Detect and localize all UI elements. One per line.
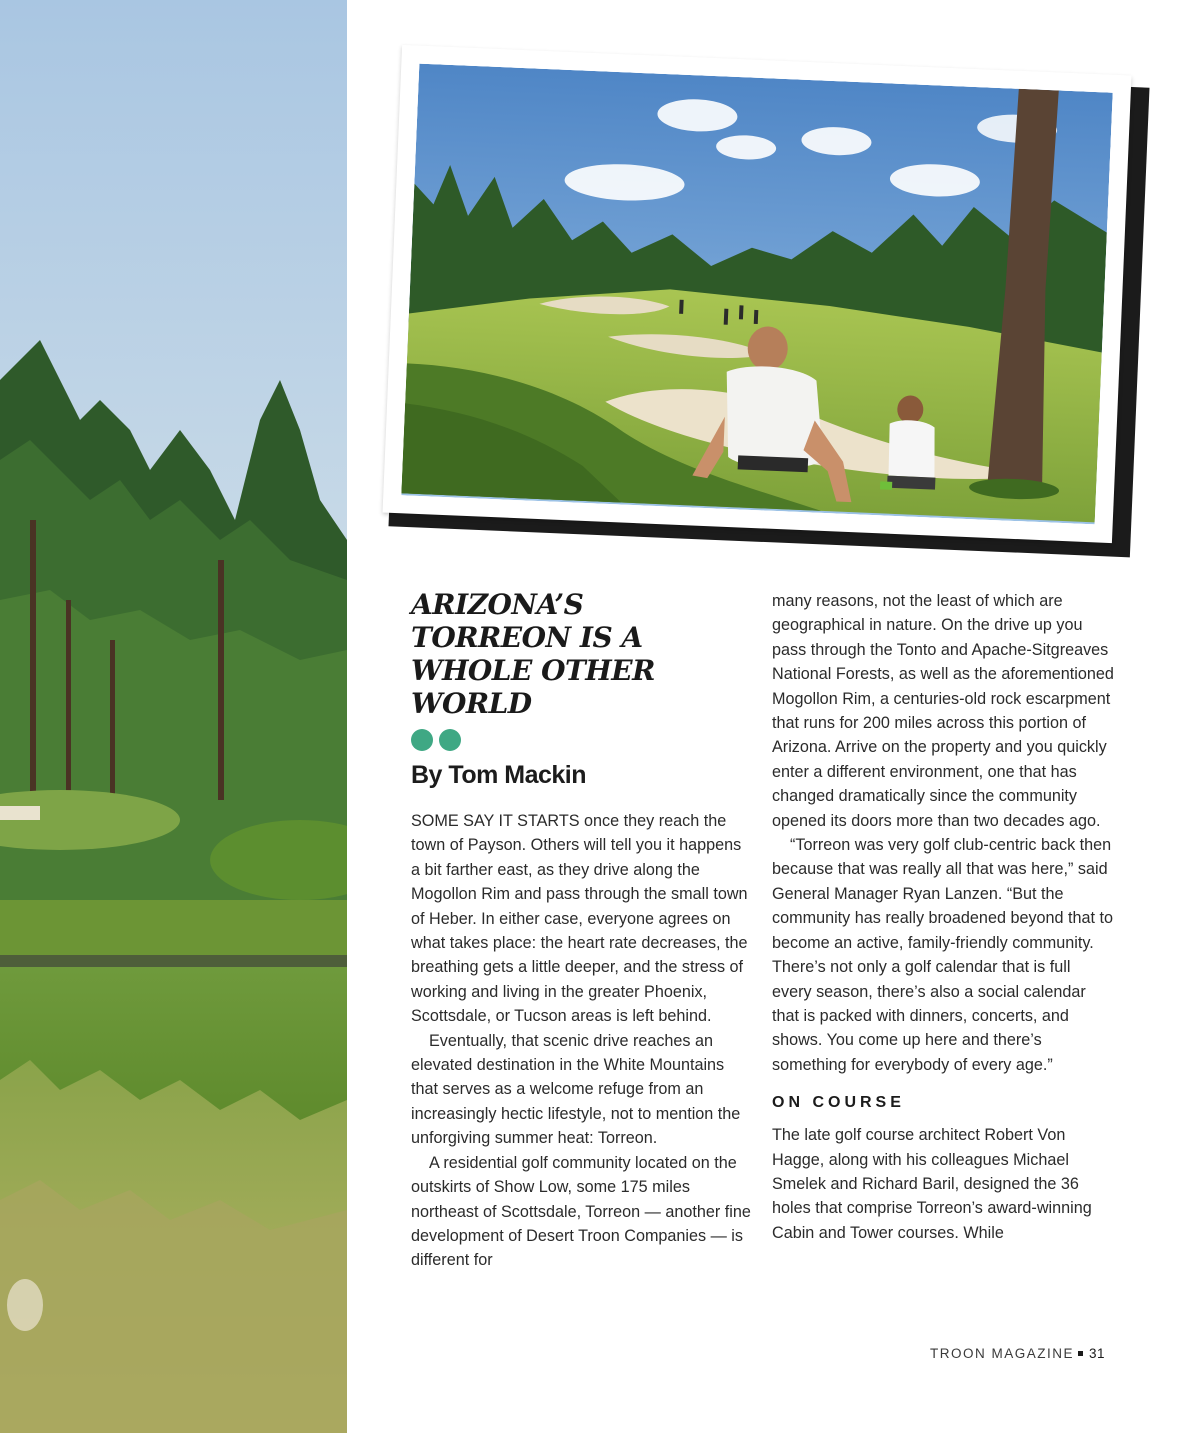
paragraph-1 <box>411 809 753 1029</box>
page-number: 31 <box>1088 1346 1105 1361</box>
magazine-name: TROON MAGAZINE <box>929 1346 1074 1361</box>
photo-frame <box>383 45 1132 543</box>
golf-course-photo <box>401 64 1112 525</box>
accent-dot-icon <box>411 729 433 751</box>
paragraph-2: Eventually, that scenic drive reaches an elevated destination in the White Mountains that serves as a welcome refuge from an increasingly hectic lifestyle, not to mention the unforgiving summer heat: Torreon. <box>411 1031 741 1148</box>
side-photo-forest-fairway <box>0 0 347 1433</box>
golf-scene-illustration <box>401 64 1112 525</box>
section-subhead: ON COURSE <box>772 1094 905 1112</box>
forest-fairway-illustration <box>0 0 347 1433</box>
bullet-separator-icon <box>1078 1351 1083 1356</box>
paragraph-1-body: once they reach the town of Payson. Others will tell you it happens a bit farther east, as they drive along the Mogollon Rim and pass through the small town of Heber. In either case, everyone agrees on what takes place: the heart rate decreases, the breathing gets a little deeper, and the stress of working and living in the greater Phoenix, Scottsdale, or Tucson areas is left behind. <box>411 812 748 1026</box>
paragraph-5: “Torreon was very golf club-centric back then because that was really all that was here,” said General Manager Ryan Lanzen. “But the community has really broadened beyond that to become an active, family-friendly community. There’s not only a golf calendar that is full every season, there’s also a social calendar that is packed with dinners, concerts, and shows. You come up here and there’s something for everybody of every age.” <box>772 836 1114 1074</box>
article-column-2 <box>772 589 1114 1245</box>
paragraph-4: many reasons, not the least of which are geographical in nature. On the drive up you pass through the Tonto and Apache-Sitgreaves National Forests, as well as the aforementioned Mogollon Rim, a centuries-old rock escarpment that runs for 200 miles across this portion of Arizona. Arrive on the property and you quickly enter a different environment, one that has changed dramatically since the community opened its doors more than two decades ago. <box>772 592 1114 830</box>
paragraph-3: A residential golf community located on the outskirts of Show Low, some 175 miles northeast of Scottsdale, Torreon — another fine development of Desert Troon Companies — is different for <box>411 1153 751 1270</box>
accent-dots <box>411 729 467 751</box>
lead-in: SOME SAY IT STARTS <box>411 812 580 830</box>
page-folio <box>800 1346 1105 1361</box>
accent-dot-icon <box>439 729 461 751</box>
article-column-1 <box>411 809 753 1273</box>
article-byline: By Tom Mackin <box>411 761 587 789</box>
paragraph-6: The late golf course architect Robert Von Hagge, along with his colleagues Michael Smelek and Richard Baril, designed the 36 holes that comprise Torreon’s award-winning Cabin and Tower courses. While <box>772 1126 1092 1242</box>
article-title: ARIZONA’S TORREON IS A WHOLE OTHER WORLD <box>411 588 655 720</box>
